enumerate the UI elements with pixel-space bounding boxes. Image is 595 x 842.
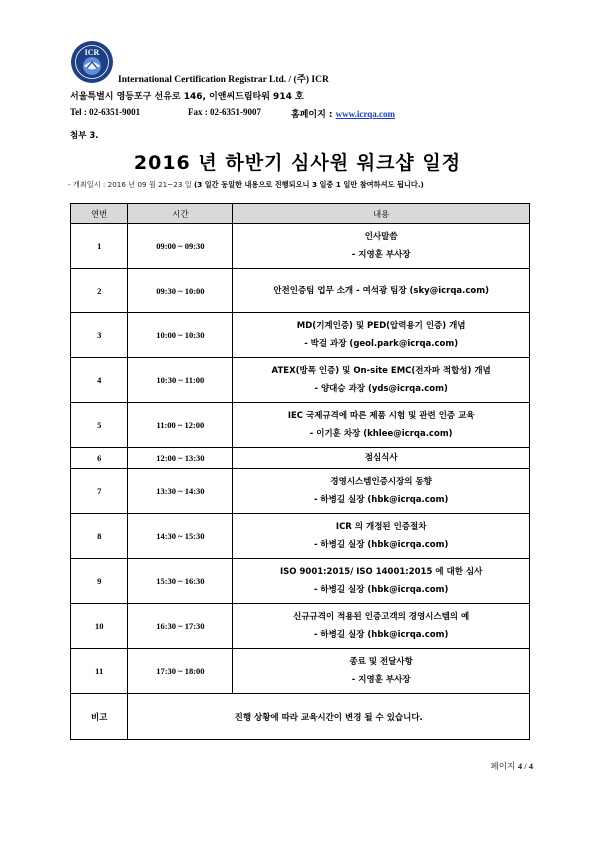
- homepage: [291, 107, 395, 120]
- remark-text: 진행 상황에 따라 교육시간이 변경 될 수 있습니다.: [128, 694, 530, 740]
- table-row: [71, 358, 530, 403]
- row-number: 9: [71, 559, 128, 604]
- session-topic: 경영시스템인증시장의 동향: [330, 477, 432, 487]
- event-date: - 개최일시 : 2016 년 09 월 21~23 일: [68, 180, 192, 189]
- row-content: [233, 469, 530, 514]
- table-row: [71, 649, 530, 694]
- document-title: 2016 년 하반기 심사원 워크샵 일정: [133, 152, 462, 174]
- row-time: 15:30 ~ 16:30: [128, 559, 233, 604]
- session-topic: 종료 및 전달사항: [349, 657, 413, 667]
- session-speaker: - 하병길 실장 (hbk@icrqa.com): [313, 495, 449, 505]
- row-number: 11: [71, 649, 128, 694]
- row-content: [233, 448, 530, 469]
- session-speaker: - 양대승 과장 (yds@icrqa.com): [314, 384, 448, 394]
- table-header-row: [71, 204, 530, 224]
- session-topic: ICR 의 개정된 인증절차: [335, 522, 427, 532]
- table-row: [71, 313, 530, 358]
- row-time: 16:30 ~ 17:30: [128, 604, 233, 649]
- session-speaker: - 박걸 과장 (geol.park@icrqa.com): [304, 339, 459, 349]
- row-number: 6: [71, 448, 128, 469]
- row-content: [233, 559, 530, 604]
- table-row: [71, 559, 530, 604]
- company-name: International Certification Registrar Ltd. / (주) ICR: [118, 75, 329, 85]
- row-number: 10: [71, 604, 128, 649]
- row-content: [233, 313, 530, 358]
- row-time: 09:00 ~ 09:30: [128, 224, 233, 269]
- row-number: 3: [71, 313, 128, 358]
- session-topic: ATEX(방폭 인증) 및 On-site EMC(전자파 적합성) 개념: [271, 366, 491, 376]
- tel-number: Tel : 02-6351-9001: [70, 107, 141, 117]
- session-speaker: - 하병길 실장 (hbk@icrqa.com): [313, 630, 449, 640]
- session-topic: MD(기계인증) 및 PED(압력용기 인증) 개념: [296, 321, 466, 331]
- header-time: 시간: [128, 204, 233, 224]
- row-number: 4: [71, 358, 128, 403]
- session-speaker: - 하병길 실장 (hbk@icrqa.com): [313, 540, 449, 550]
- row-content: [233, 604, 530, 649]
- homepage-label: 홈페이지 :: [291, 110, 333, 120]
- page-footer: [491, 760, 533, 772]
- page-label: 페이지: [490, 762, 516, 772]
- session-topic: 인사말씀: [364, 232, 398, 242]
- row-time: 10:30 ~ 11:00: [128, 358, 233, 403]
- homepage-link[interactable]: www.icrqa.com: [335, 109, 395, 119]
- session-topic: 안전인증팀 업무 소개 - 여석광 팀장 (sky@icrqa.com): [273, 285, 490, 296]
- row-number: 8: [71, 514, 128, 559]
- event-date-detail: (3 일간 동일한 내용으로 진행되오니 3 일중 1 일만 참여하셔도 됩니다.): [193, 180, 424, 189]
- schedule-body: [71, 224, 530, 694]
- session-speaker: - 지영훈 부사장: [351, 675, 411, 685]
- row-content: [233, 358, 530, 403]
- row-time: 10:00 ~ 10:30: [128, 313, 233, 358]
- table-row: [71, 469, 530, 514]
- remark-row: [71, 694, 530, 740]
- page-number: 4 / 4: [517, 761, 533, 771]
- row-time: 11:00 ~ 12:00: [128, 403, 233, 448]
- event-date-note: [68, 180, 424, 190]
- header-content: 내용: [233, 204, 530, 224]
- row-content: [233, 514, 530, 559]
- row-content: [233, 649, 530, 694]
- table-row: [71, 269, 530, 313]
- row-time: 09:30 ~ 10:00: [128, 269, 233, 313]
- row-time: 13:30 ~ 14:30: [128, 469, 233, 514]
- fax-number: Fax : 02-6351-9007: [188, 107, 261, 117]
- row-time: 12:00 ~ 13:30: [128, 448, 233, 469]
- table-row: [71, 448, 530, 469]
- session-topic: IEC 국제규격에 따른 제품 시험 및 관련 인증 교육: [287, 411, 475, 421]
- row-number: 7: [71, 469, 128, 514]
- row-time: 14:30 ~ 15:30: [128, 514, 233, 559]
- contact-line: [70, 107, 395, 120]
- session-speaker: - 하병길 실장 (hbk@icrqa.com): [313, 585, 449, 595]
- session-speaker: - 지영훈 부사장: [351, 250, 411, 260]
- row-content: [233, 403, 530, 448]
- table-row: [71, 403, 530, 448]
- header-no: 연번: [71, 204, 128, 224]
- row-time: 17:30 ~ 18:00: [128, 649, 233, 694]
- row-content: [233, 224, 530, 269]
- remark-label: 비고: [71, 694, 128, 740]
- attachment-label: 첨부 3.: [70, 131, 99, 141]
- session-topic: ISO 9001:2015/ ISO 14001:2015 에 대한 심사: [280, 567, 483, 577]
- row-number: 1: [71, 224, 128, 269]
- row-number: 2: [71, 269, 128, 313]
- row-content: [233, 269, 530, 313]
- company-address: 서울특별시 영등포구 선유로 146, 이앤씨드림타워 914 호: [70, 92, 304, 102]
- svg-text:ICR: ICR: [84, 48, 100, 57]
- schedule-table: [70, 203, 530, 740]
- table-row: [71, 604, 530, 649]
- row-number: 5: [71, 403, 128, 448]
- session-topic: 점심식사: [364, 453, 398, 463]
- session-speaker: - 이기훈 차장 (khlee@icrqa.com): [309, 429, 453, 439]
- icr-logo: [70, 40, 114, 84]
- table-row: [71, 224, 530, 269]
- session-topic: 신규규격이 적용된 인증고객의 경영시스템의 예: [293, 612, 470, 622]
- table-row: [71, 514, 530, 559]
